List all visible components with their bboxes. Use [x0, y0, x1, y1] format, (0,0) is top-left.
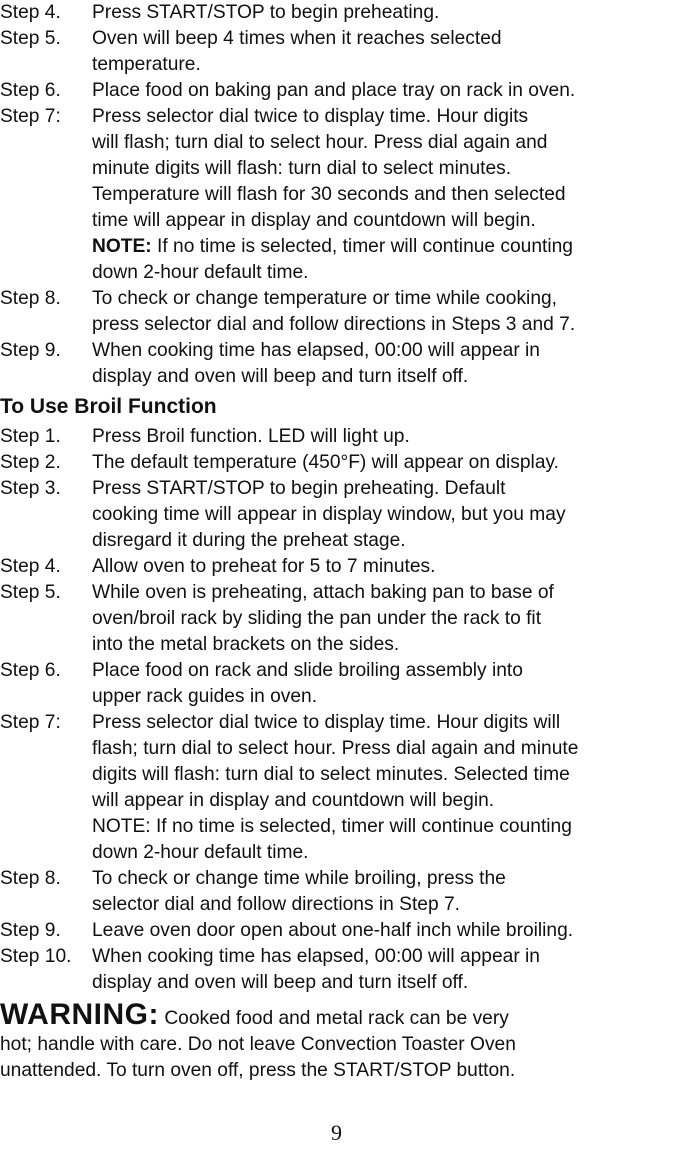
- step-text-line: Place food on baking pan and place tray on rack in oven.: [92, 80, 576, 101]
- step-text: [92, 338, 671, 390]
- step-text: [92, 78, 671, 104]
- step-text-line: Press Broil function. LED will light up.: [92, 426, 410, 447]
- step-number: Step 9.: [0, 340, 61, 361]
- bake-steps-list: [0, 0, 673, 390]
- step-text-line: When cooking time has elapsed, 00:00 will appear in: [92, 946, 540, 967]
- note-line: [92, 260, 671, 286]
- note-text: down 2-hour default time.: [92, 262, 309, 283]
- step-number: Step 8.: [0, 288, 61, 309]
- step-text: [92, 450, 671, 476]
- step-number: Step 9.: [0, 920, 61, 941]
- step-text-line: Press selector dial twice to display time. Hour digits will: [92, 712, 561, 733]
- step-text: [92, 866, 671, 918]
- step-item: [0, 476, 673, 554]
- step-number: Step 4.: [0, 556, 61, 577]
- step-text-line: To check or change time while broiling, press the: [92, 868, 506, 889]
- warning-line: unattended. To turn oven off, press the START/STOP button.: [0, 1060, 516, 1081]
- step-number: Step 10.: [0, 946, 72, 967]
- step-number: Step 7:: [0, 712, 61, 733]
- step-text: [92, 0, 671, 26]
- step-text-line: will flash; turn dial to select hour. Press dial again and: [92, 132, 548, 153]
- step-number: Step 6.: [0, 80, 61, 101]
- page-number: 9: [331, 1120, 342, 1145]
- step-number: Step 5.: [0, 582, 61, 603]
- step-item: [0, 450, 673, 476]
- step-text-line: NOTE: If no time is selected, timer will continue counting: [92, 816, 572, 837]
- step-number: Step 2.: [0, 452, 61, 473]
- step-text: [92, 424, 671, 450]
- step-text: [92, 476, 671, 554]
- broil-steps-list: [0, 424, 673, 996]
- step-text: [92, 286, 671, 338]
- step-number: Step 8.: [0, 868, 61, 889]
- step-number: Step 7:: [0, 106, 61, 127]
- step-text-line: Press START/STOP to begin preheating.: [92, 2, 440, 23]
- step-text-line: To check or change temperature or time while cooking,: [92, 288, 557, 309]
- step-number: Step 3.: [0, 478, 61, 499]
- step-item: [0, 26, 673, 78]
- warning-line: hot; handle with care. Do not leave Convection Toaster Oven: [0, 1034, 516, 1055]
- step-text-line: digits will flash: turn dial to select minutes. Selected time: [92, 764, 570, 785]
- step-text-line: display and oven will beep and turn itself off.: [92, 366, 469, 387]
- step-number: Step 1.: [0, 426, 61, 447]
- step-item: [0, 918, 673, 944]
- step-item: [0, 554, 673, 580]
- note-label: NOTE:: [92, 236, 152, 257]
- step-item: [0, 580, 673, 658]
- step-text-line: cooking time will appear in display window, but you may: [92, 504, 566, 525]
- step-text-line: Temperature will flash for 30 seconds and then selected: [92, 184, 566, 205]
- step-text-line: temperature.: [92, 54, 201, 75]
- step-item: [0, 710, 673, 866]
- step-text: [92, 944, 671, 996]
- step-number: Step 4.: [0, 2, 61, 23]
- step-text-line: The default temperature (450°F) will appear on display.: [92, 452, 559, 473]
- step-item: [0, 944, 673, 996]
- step-number: Step 6.: [0, 660, 61, 681]
- step-text-line: press selector dial and follow directions in Steps 3 and 7.: [92, 314, 576, 335]
- step-text-line: selector dial and follow directions in Step 7.: [92, 894, 460, 915]
- step-text-line: will appear in display and countdown will begin.: [92, 790, 495, 811]
- step-text-line: down 2-hour default time.: [92, 842, 309, 863]
- step-item: [0, 424, 673, 450]
- step-text-line: Press START/STOP to begin preheating. Default: [92, 478, 506, 499]
- step-item: [0, 78, 673, 104]
- broil-heading: To Use Broil Function: [0, 395, 217, 418]
- step-text: [92, 918, 671, 944]
- step-text-line: While oven is preheating, attach baking pan to base of: [92, 582, 554, 603]
- step-text-line: upper rack guides in oven.: [92, 686, 318, 707]
- step-text: [92, 26, 671, 78]
- step-text-line: time will appear in display and countdown will begin.: [92, 210, 536, 231]
- step-number: Step 5.: [0, 28, 61, 49]
- step-text-line: Oven will beep 4 times when it reaches selected: [92, 28, 502, 49]
- step-item: [0, 338, 673, 390]
- step-text: [92, 104, 671, 286]
- step-text: [92, 710, 671, 866]
- step-text-line: Place food on rack and slide broiling assembly into: [92, 660, 523, 681]
- step-text: [92, 554, 671, 580]
- step-text: [92, 580, 671, 658]
- step-text-line: minute digits will flash: turn dial to select minutes.: [92, 158, 512, 179]
- step-item: [0, 0, 673, 26]
- step-text-line: into the metal brackets on the sides.: [92, 634, 400, 655]
- step-text-line: oven/broil rack by sliding the pan under the rack to fit: [92, 608, 542, 629]
- step-text-line: display and oven will beep and turn itself off.: [92, 972, 469, 993]
- warning-label: WARNING:: [0, 998, 159, 1031]
- step-text-line: Leave oven door open about one-half inch while broiling.: [92, 920, 574, 941]
- step-text-line: disregard it during the preheat stage.: [92, 530, 406, 551]
- step-text-line: When cooking time has elapsed, 00:00 will appear in: [92, 340, 540, 361]
- step-text-line: Allow oven to preheat for 5 to 7 minutes.: [92, 556, 436, 577]
- step-item: [0, 866, 673, 918]
- note-text: If no time is selected, timer will continue counting: [151, 236, 573, 257]
- warning-first-line: Cooked food and metal rack can be very: [158, 1008, 509, 1029]
- step-text-line: flash; turn dial to select hour. Press dial again and minute: [92, 738, 579, 759]
- warning-block: [0, 998, 673, 1084]
- step-item: [0, 286, 673, 338]
- note-line: [92, 234, 671, 260]
- step-text: [92, 658, 671, 710]
- step-text-line: Press selector dial twice to display time. Hour digits: [92, 106, 529, 127]
- step-item: [0, 658, 673, 710]
- step-item: [0, 104, 673, 286]
